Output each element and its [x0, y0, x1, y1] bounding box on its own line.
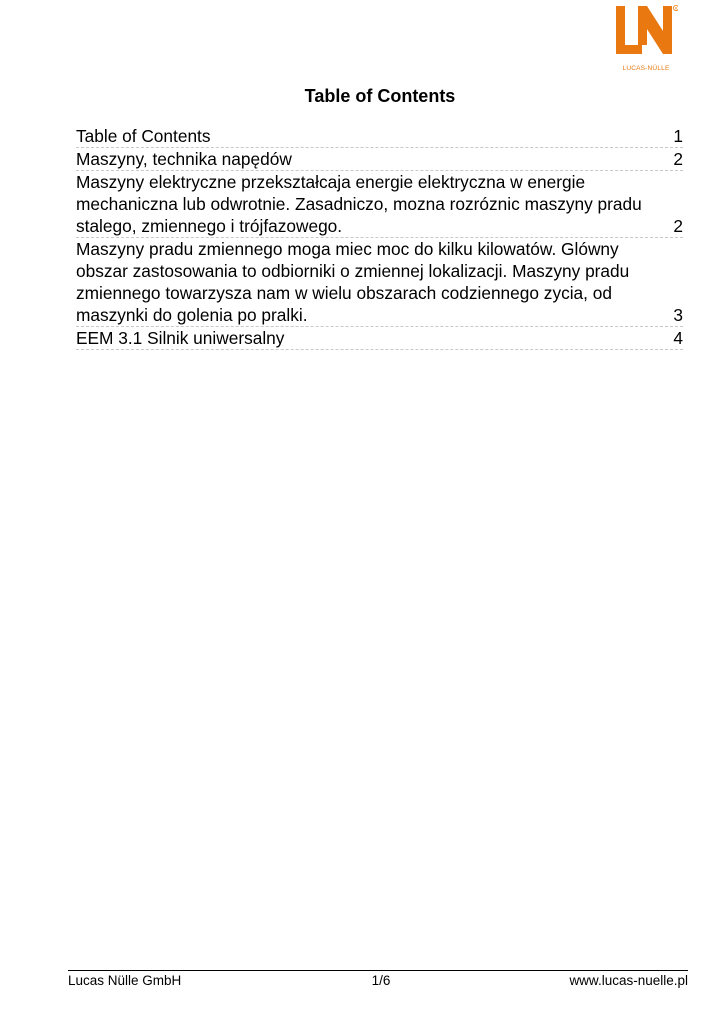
footer-divider [68, 970, 688, 971]
ln-logo-icon [614, 3, 678, 63]
toc-entry[interactable] [76, 171, 683, 238]
toc-entry-title: Maszyny pradu zmiennego moga miec moc do kilku kilowatów. Glówny obszar zastosowania to odbiorniki o zmiennej lokalizacji. Maszyny pradu zmiennego towarzysza nam w wielu obszarach codziennego zycia, od maszynki do golenia po pralki. [76, 239, 630, 325]
toc-entry[interactable] [76, 148, 683, 171]
toc-entry[interactable] [76, 238, 683, 327]
toc-entry-page: 2 [673, 149, 683, 169]
page-title: Table of Contents [304, 86, 456, 106]
toc-entry[interactable] [76, 327, 683, 350]
toc-entry-title: Maszyny elektryczne przekształcaja energie elektryczna w energie mechaniczna lub odwrotnie. Zasadniczo, mozna rozróznic maszyny pradu stalego, zmiennego i trójfazowego. [76, 172, 642, 236]
footer-page-indicator: 1/6 [371, 973, 391, 988]
lucas-nulle-logo [614, 3, 688, 77]
footer-company: Lucas Nülle GmbH [68, 973, 182, 988]
toc-entry-title: Maszyny, technika napędów [76, 149, 292, 169]
toc-entry-page: 3 [673, 305, 683, 325]
table-of-contents [76, 125, 683, 350]
svg-text:R: R [674, 6, 678, 11]
toc-entry-title: EEM 3.1 Silnik uniwersalny [76, 328, 285, 348]
toc-entry-page: 2 [673, 216, 683, 236]
footer-website-link[interactable]: www.lucas-nuelle.pl [569, 973, 688, 988]
logo-caption: LUCAS-NÜLLE [622, 65, 670, 72]
toc-entry[interactable] [76, 125, 683, 148]
toc-entry-title: Table of Contents [76, 126, 211, 146]
toc-entry-page: 1 [673, 126, 683, 146]
toc-entry-page: 4 [673, 328, 683, 348]
